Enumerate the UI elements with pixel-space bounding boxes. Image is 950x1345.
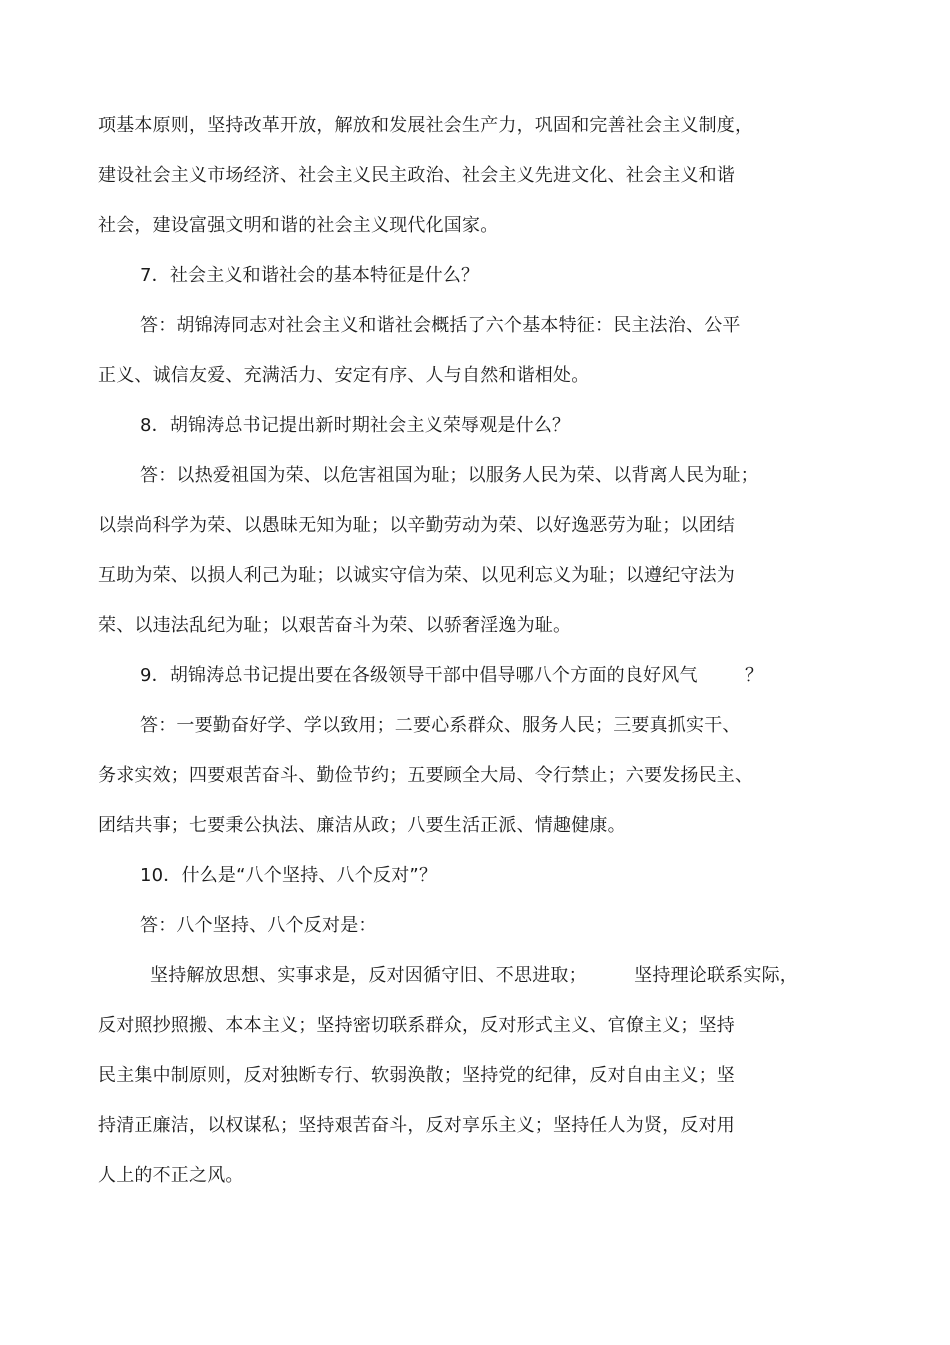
question-heading: 10．什么是“八个坚持、八个反对”？	[140, 865, 438, 886]
body-line: 团结共事；七要秉公执法、廉洁从政；八要生活正派、情趣健康。	[98, 815, 626, 836]
body-line: 以崇尚科学为荣、以愚昧无知为耻；以辛勤劳动为荣、以好逸恶劳为耻；以团结	[98, 515, 735, 536]
answer-line: 答：胡锦涛同志对社会主义和谐社会概括了六个基本特征：民主法治、公平	[140, 315, 741, 336]
body-line: 项基本原则，坚持改革开放，解放和发展社会生产力，巩固和完善社会主义制度，	[98, 115, 754, 136]
body-line: 务求实效；四要艰苦奋斗、勤俭节约；五要顾全大局、令行禁止；六要发扬民主、	[98, 765, 754, 786]
answer-line: 答：一要勤奋好学、学以致用；二要心系群众、服务人民；三要真抓实干、	[140, 715, 741, 736]
question-heading: 9．胡锦涛总书记提出要在各级领导干部中倡导哪八个方面的良好风气 ？	[140, 665, 764, 686]
body-line: 互助为荣、以损人利己为耻；以诚实守信为荣、以见利忘义为耻；以遵纪守法为	[98, 565, 735, 586]
body-line: 民主集中制原则，反对独断专行、软弱涣散；坚持党的纪律，反对自由主义；坚	[98, 1065, 735, 1086]
body-line: 反对照抄照搬、本本主义；坚持密切联系群众，反对形式主义、官僚主义；坚持	[98, 1015, 735, 1036]
body-line: 持清正廉洁，以权谋私；坚持艰苦奋斗，反对享乐主义；坚持任人为贤，反对用	[98, 1115, 735, 1136]
question-heading: 8．胡锦涛总书记提出新时期社会主义荣辱观是什么？	[140, 415, 571, 436]
body-line: 坚持解放思想、实事求是，反对因循守旧、不思进取； 坚持理论联系实际，	[150, 965, 798, 986]
body-line: 建设社会主义市场经济、社会主义民主政治、社会主义先进文化、社会主义和谐	[98, 165, 735, 186]
body-line: 人上的不正之风。	[98, 1165, 244, 1186]
question-heading: 7．社会主义和谐社会的基本特征是什么？	[140, 265, 480, 286]
answer-line: 答：八个坚持、八个反对是：	[140, 915, 377, 936]
body-line: 社会，建设富强文明和谐的社会主义现代化国家。	[98, 215, 499, 236]
body-line: 正义、诚信友爱、充满活力、安定有序、人与自然和谐相处。	[98, 365, 590, 386]
answer-line: 答：以热爱祖国为荣、以危害祖国为耻；以服务人民为荣、以背离人民为耻；	[140, 465, 759, 486]
body-line: 荣、以违法乱纪为耻；以艰苦奋斗为荣、以骄奢淫逸为耻。	[98, 615, 572, 636]
